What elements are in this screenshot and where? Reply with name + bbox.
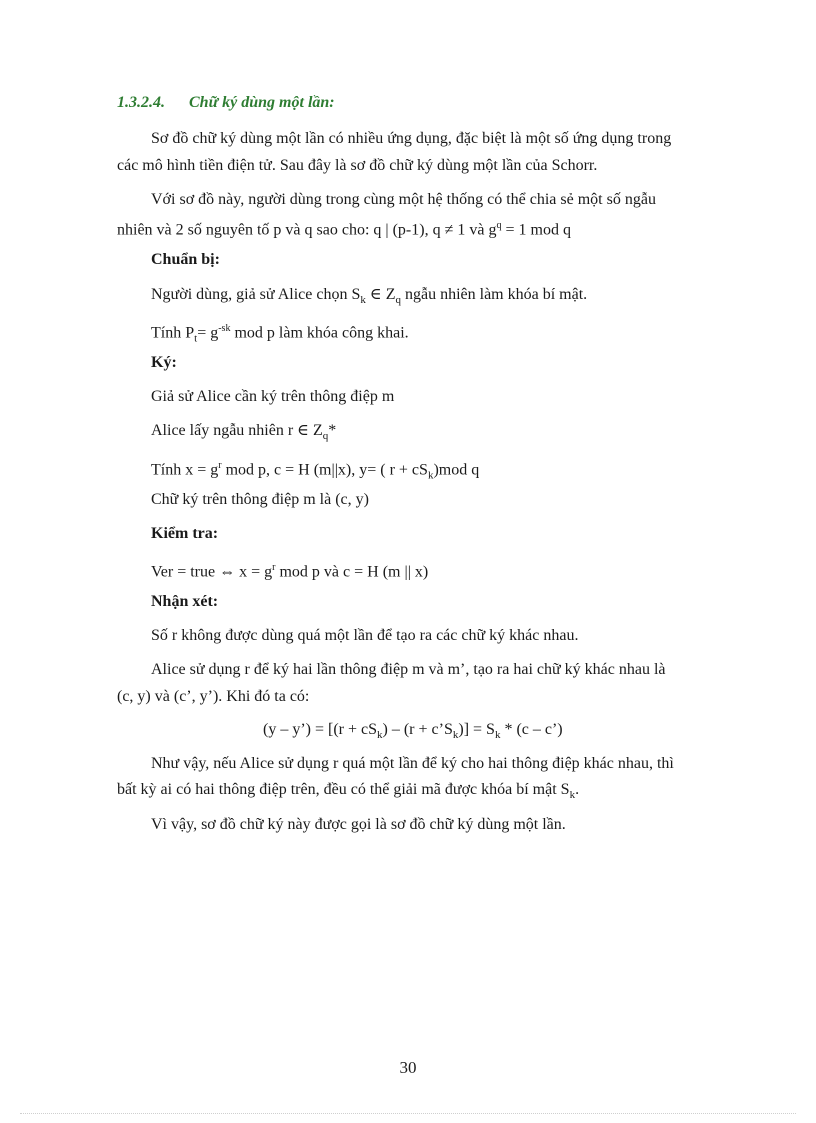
sign-line-3-sub: k (427, 469, 434, 482)
remark-line-6: Vì vậy, sơ đồ chữ ký này được gọi là sơ đồ chữ ký dùng một lần. (151, 816, 566, 833)
intro-line-4-tail: = 1 mod q (501, 221, 571, 239)
sign-line-3-sup: r (218, 460, 222, 471)
verify-line-1-b: mod p và c = H (m || x) (275, 563, 429, 581)
prep-line-1-c: ngẫu nhiên làm khóa bí mật. (400, 286, 588, 303)
footer-rule (20, 1113, 796, 1114)
sign-line-2-b: * (328, 422, 337, 439)
remark-line-5-b: . (575, 781, 580, 798)
prep-line-2-c: mod p làm khóa công khai. (230, 324, 409, 342)
sign-line-3-b: mod p, c = H (m||x), y= ( r + cS (221, 461, 428, 479)
intro-line-1: Sơ đồ chữ ký dùng một lần có nhiều ứng dụng, đặc biệt là một số ứng dụng trong (151, 130, 672, 147)
prep-line-1 (151, 284, 587, 311)
remark-title: Nhận xét: (151, 593, 219, 610)
remark-line-3: (c, y) và (c’, y’). Khi đó ta có: (117, 688, 310, 705)
intro-line-4-sup: q (496, 220, 502, 231)
remark-line-5-a: bất kỳ ai có hai thông điệp trên, đều có thể giải mã được khóa bí mật S (117, 781, 570, 798)
sign-line-2 (151, 420, 336, 447)
remark-line-5 (117, 779, 579, 806)
remark-line-4: Như vậy, nếu Alice sử dụng r quá một lần để ký cho hai thông điệp khác nhau, thì (151, 755, 674, 772)
intro-line-4-text: nhiên và 2 số nguyên tố p và q sao cho: q | (p-1), q ≠ 1 và g (117, 221, 497, 239)
prep-line-2-b: = g (197, 324, 219, 342)
sign-title: Ký: (151, 354, 177, 371)
sign-line-1: Giả sử Alice cần ký trên thông điệp m (151, 388, 395, 405)
eq-part-c: )] = S (458, 721, 495, 738)
prep-line-2 (151, 318, 409, 350)
intro-line-4 (117, 215, 571, 241)
prep-title: Chuẩn bị: (151, 251, 220, 268)
sign-line-2-a: Alice lấy ngẫu nhiên r ∈ Z (151, 422, 323, 439)
prep-line-2-sup: -sk (218, 323, 231, 334)
section-title: Chữ ký dùng một lần: (189, 94, 335, 111)
prep-line-2-a: Tính P (151, 324, 195, 342)
eq-part-d: * (c – c’) (500, 721, 563, 738)
section-number: 1.3.2.4. (117, 94, 165, 111)
sign-line-3-a: Tính x = g (151, 461, 219, 479)
eq-part-a: (y – y’) = [(r + cS (263, 721, 378, 738)
eq-sub-2: k (452, 729, 459, 742)
eq-sub-3: k (494, 729, 501, 742)
prep-line-1-sub: k (360, 294, 366, 307)
verify-line-1-a: Ver = true ⇔ x = g (151, 563, 273, 581)
sign-line-3 (151, 455, 479, 487)
verify-line-1-sup: r (272, 562, 276, 573)
remark-equation (263, 719, 563, 746)
verify-line-1 (151, 557, 428, 583)
section-heading (117, 94, 335, 112)
eq-sub-1: k (377, 729, 383, 742)
remark-line-1: Số r không được dùng quá một lần để tạo ra các chữ ký khác nhau. (151, 627, 579, 644)
eq-part-b: ) – (r + c’S (382, 721, 453, 738)
intro-line-3: Với sơ đồ này, người dùng trong cùng một hệ thống có thể chia sẻ một số ngẫu (151, 191, 656, 208)
page-number: 30 (399, 1058, 417, 1077)
remark-line-2: Alice sử dụng r để ký hai lần thông điệp m và m’, tạo ra hai chữ ký khác nhau là (151, 661, 666, 678)
sign-line-2-sub: q (322, 430, 329, 443)
sign-line-4: Chữ ký trên thông điệp m là (c, y) (151, 491, 369, 508)
intro-line-2: các mô hình tiền điện tử. Sau đây là sơ đồ chữ ký dùng một lần của Schorr. (117, 157, 598, 174)
sign-line-3-c: )mod q (433, 461, 480, 479)
prep-line-1-a: Người dùng, giả sử Alice chọn S (151, 286, 361, 303)
prep-line-1-sub2: q (395, 294, 401, 307)
prep-line-1-b: ∈ Z (365, 286, 396, 303)
prep-line-2-sub: t (194, 332, 198, 345)
verify-title: Kiểm tra: (151, 525, 219, 542)
remark-line-5-sub: k (569, 789, 576, 802)
